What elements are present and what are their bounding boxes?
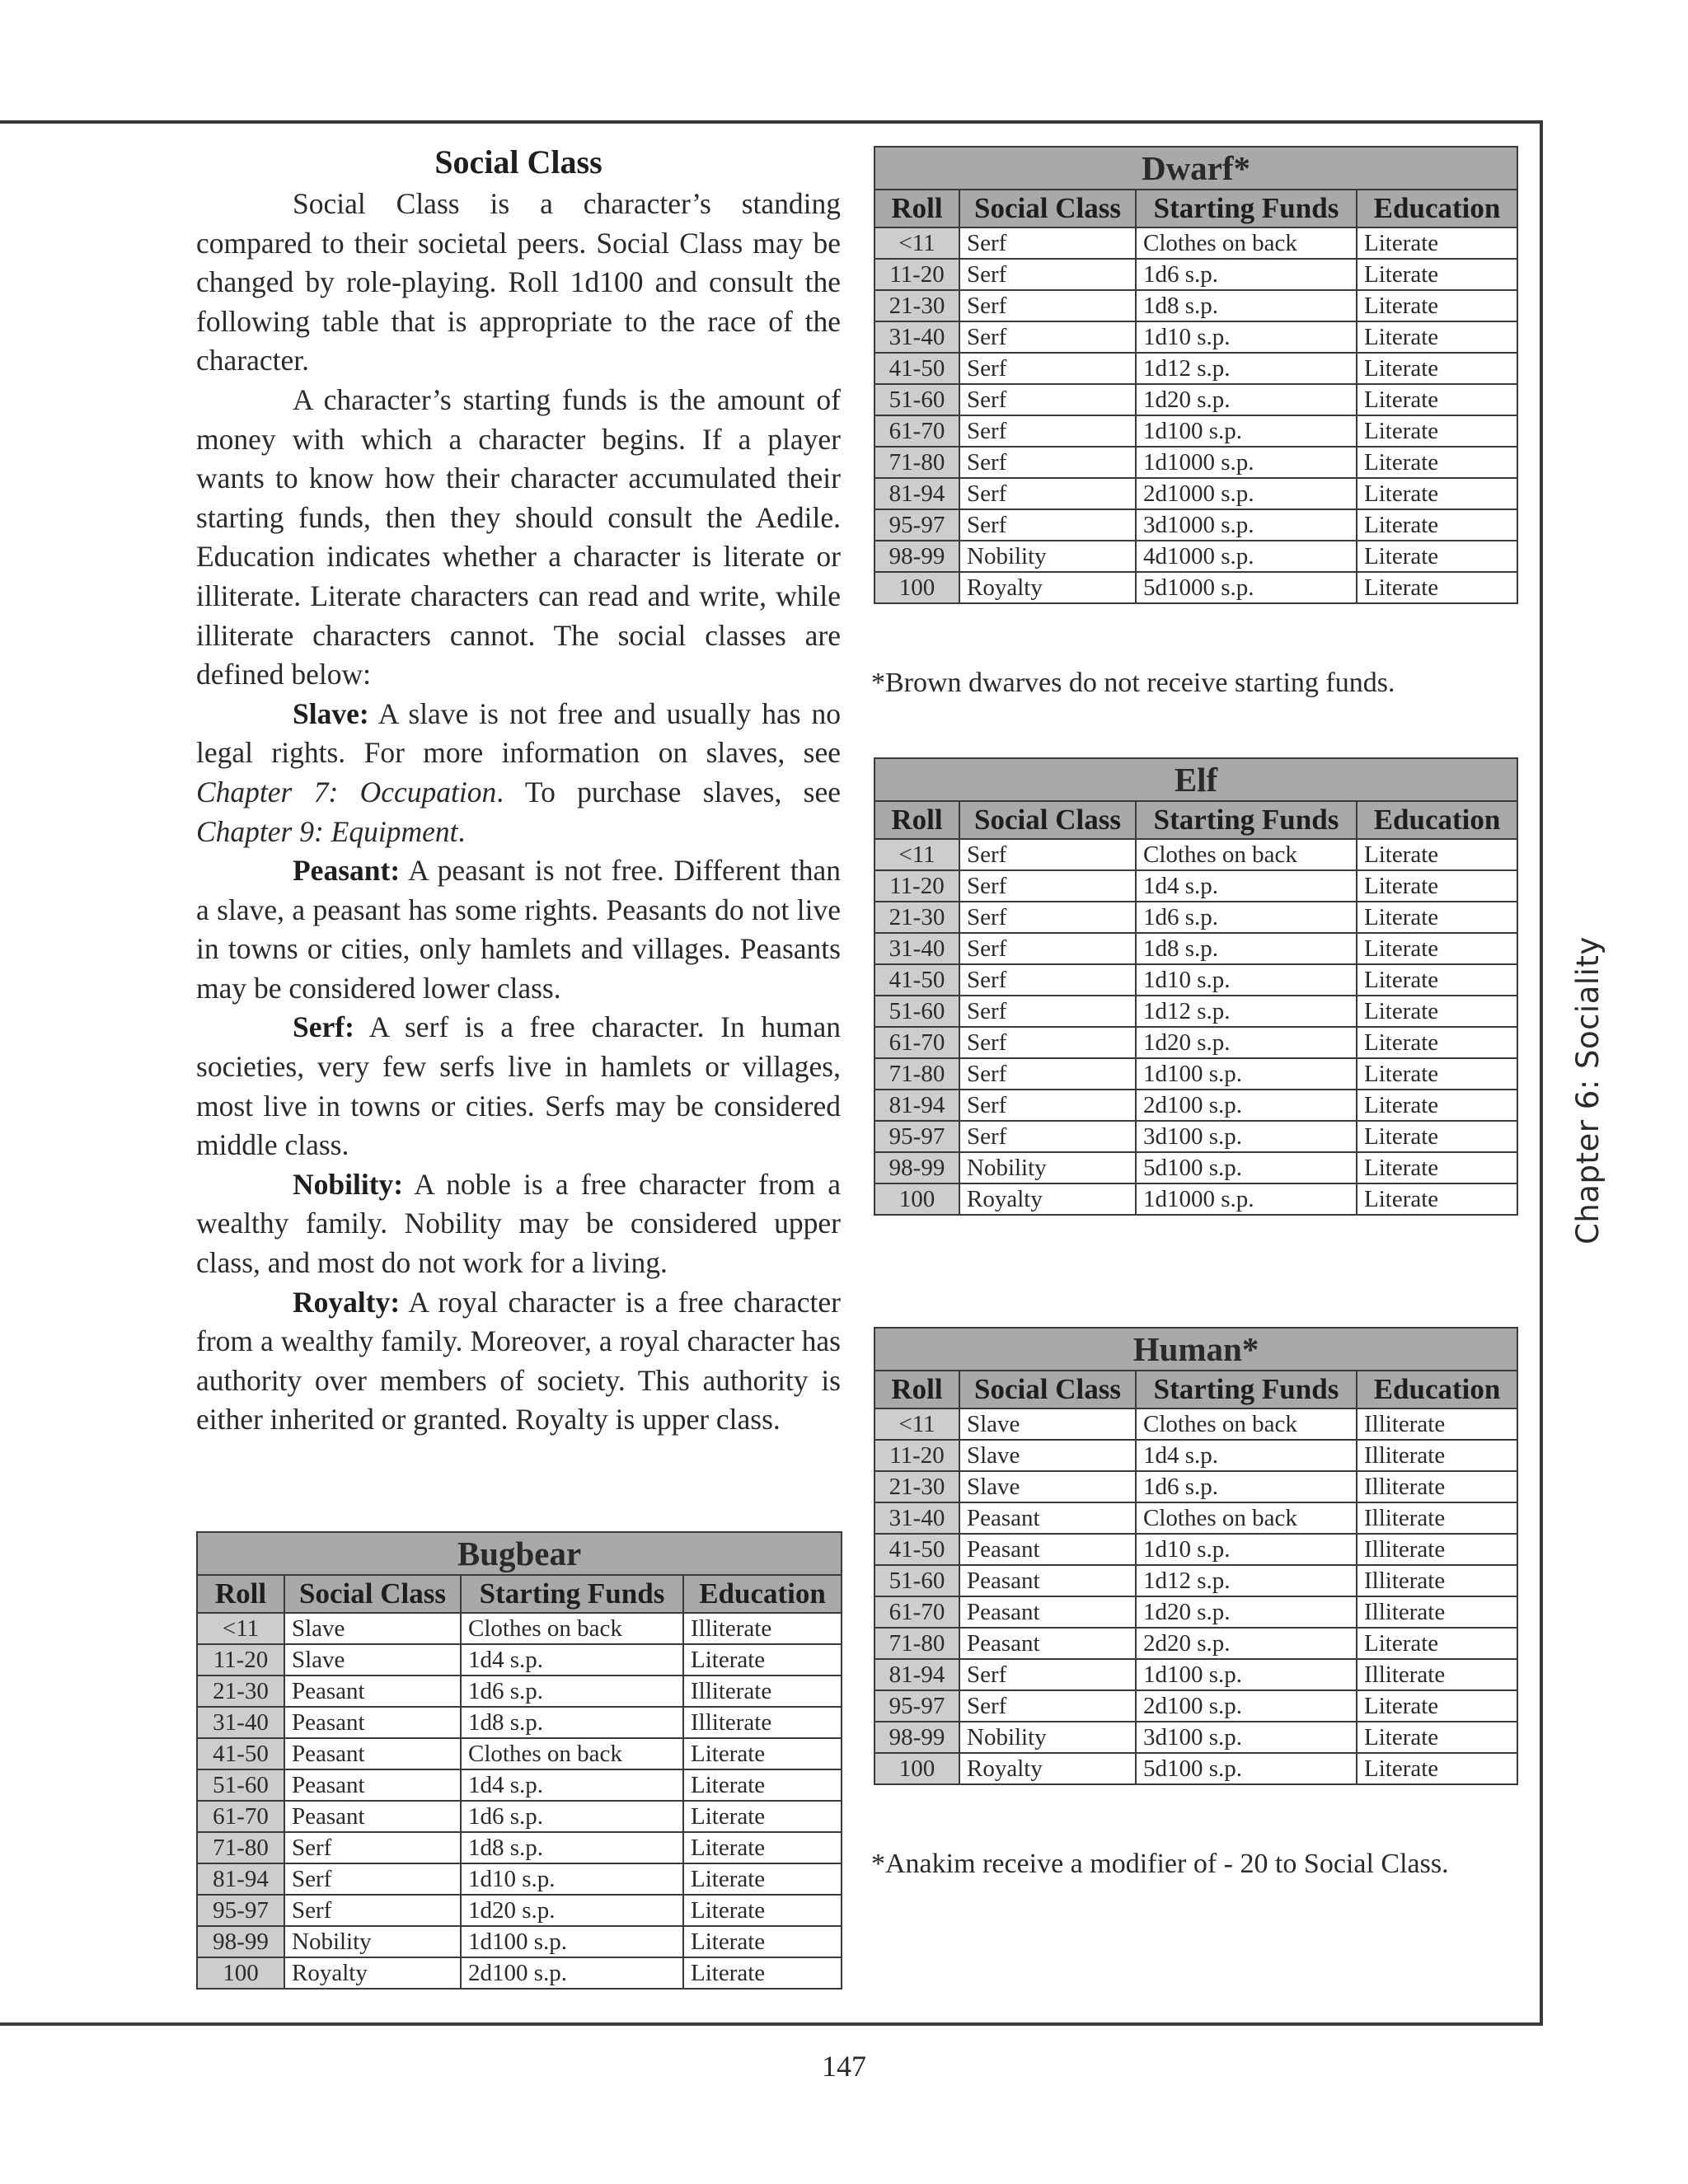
serf-definition: Serf: A serf is a free character. In human societies, very few serfs live in hamlets or villages, most live in towns or cities. Serfs may be considered middle class. — [196, 1010, 841, 1162]
education-cell: Literate — [1357, 870, 1517, 902]
education-cell: Literate — [683, 1832, 842, 1863]
column-header: Social Class — [959, 190, 1136, 227]
page-frame-top-rule — [0, 120, 1543, 124]
education-cell: Literate — [1357, 839, 1517, 870]
roll-cell: 51-60 — [874, 1565, 959, 1596]
table-row — [874, 227, 1517, 259]
column-header: Roll — [197, 1575, 284, 1613]
table-row — [197, 1707, 842, 1738]
starting-funds-cell: 3d100 s.p. — [1136, 1722, 1357, 1753]
roll-cell: 71-80 — [874, 1058, 959, 1090]
page-frame-bottom-rule — [0, 2022, 1543, 2026]
social-class-cell: Serf — [959, 839, 1136, 870]
roll-cell: 11-20 — [874, 259, 959, 290]
table-row — [874, 1440, 1517, 1471]
education-cell: Literate — [1357, 1183, 1517, 1215]
education-cell: Illiterate — [1357, 1596, 1517, 1628]
education-cell: Illiterate — [1357, 1534, 1517, 1565]
starting-funds-cell: 2d100 s.p. — [1136, 1090, 1357, 1121]
roll-cell: 98-99 — [197, 1926, 284, 1957]
table-row — [874, 1027, 1517, 1058]
starting-funds-cell: 5d1000 s.p. — [1136, 572, 1357, 603]
table-row — [197, 1957, 842, 1989]
education-cell: Literate — [683, 1644, 842, 1675]
education-cell: Literate — [1357, 384, 1517, 415]
starting-funds-cell: Clothes on back — [1136, 227, 1357, 259]
social-class-cell: Serf — [284, 1863, 461, 1895]
social-class-cell: Serf — [959, 415, 1136, 447]
starting-funds-cell: 1d100 s.p. — [1136, 1659, 1357, 1690]
table-row — [874, 1183, 1517, 1215]
starting-funds-cell: Clothes on back — [461, 1738, 683, 1769]
table-row — [874, 902, 1517, 933]
table-row — [874, 839, 1517, 870]
roll-cell: 21-30 — [874, 902, 959, 933]
social-class-cell: Nobility — [284, 1926, 461, 1957]
social-class-cell: Slave — [959, 1408, 1136, 1440]
table-row — [874, 1502, 1517, 1534]
social-class-cell: Slave — [284, 1644, 461, 1675]
table-row — [874, 572, 1517, 603]
column-header: Roll — [874, 1371, 959, 1408]
education-cell: Literate — [1357, 964, 1517, 996]
table-row — [874, 1565, 1517, 1596]
table-row — [874, 1596, 1517, 1628]
roll-cell: 41-50 — [874, 353, 959, 384]
serf-term: Serf: — [293, 1010, 354, 1044]
nobility-definition: Nobility: A noble is a free character from a wealthy family. Nobility may be considered upper class, and most do not work for a living. — [196, 1167, 841, 1280]
table-row — [874, 1628, 1517, 1659]
table-row — [874, 1753, 1517, 1784]
table-row — [874, 1690, 1517, 1722]
column-header: Education — [1357, 1371, 1517, 1408]
social-class-cell: Peasant — [959, 1565, 1136, 1596]
roll-cell: 51-60 — [197, 1769, 284, 1801]
roll-cell: 71-80 — [874, 1628, 959, 1659]
column-header: Roll — [874, 190, 959, 227]
social-class-cell: Serf — [959, 227, 1136, 259]
social-class-cell: Peasant — [284, 1738, 461, 1769]
starting-funds-cell: Clothes on back — [1136, 1502, 1357, 1534]
education-cell: Literate — [1357, 1753, 1517, 1784]
column-header: Education — [1357, 801, 1517, 839]
education-cell: Illiterate — [1357, 1408, 1517, 1440]
roll-cell: 11-20 — [874, 870, 959, 902]
table-row — [874, 384, 1517, 415]
education-cell: Illiterate — [1357, 1565, 1517, 1596]
social-class-cell: Serf — [959, 290, 1136, 321]
starting-funds-cell: 4d1000 s.p. — [1136, 541, 1357, 572]
roll-cell: 100 — [197, 1957, 284, 1989]
human-social-class-table — [874, 1327, 1518, 1785]
page-number: 147 — [822, 2050, 866, 2083]
roll-cell: 21-30 — [874, 1471, 959, 1502]
starting-funds-cell: 1d8 s.p. — [461, 1707, 683, 1738]
social-class-cell: Nobility — [959, 1152, 1136, 1183]
starting-funds-cell: 1d20 s.p. — [461, 1895, 683, 1926]
royalty-term: Royalty: — [293, 1285, 401, 1319]
social-class-cell: Peasant — [959, 1596, 1136, 1628]
starting-funds-cell: 5d100 s.p. — [1136, 1753, 1357, 1784]
table-row — [197, 1863, 842, 1895]
starting-funds-cell: 1d6 s.p. — [1136, 259, 1357, 290]
education-cell: Literate — [1357, 227, 1517, 259]
table-row — [874, 870, 1517, 902]
table-row — [874, 1058, 1517, 1090]
roll-cell: 95-97 — [874, 509, 959, 541]
starting-funds-cell: 1d12 s.p. — [1136, 996, 1357, 1027]
table-row — [874, 1152, 1517, 1183]
roll-cell: 81-94 — [874, 478, 959, 509]
section-title: Social Class — [434, 143, 603, 180]
slave-definition: Slave: A slave is not free and usually has no legal rights. For more information on slaves, see Chapter 7: Occupation. To purchase slaves, see Chapter 9: Equipment. — [196, 696, 842, 848]
roll-cell: 21-30 — [197, 1675, 284, 1707]
social-class-cell: Serf — [959, 321, 1136, 353]
education-cell: Literate — [1357, 353, 1517, 384]
social-class-cell: Serf — [959, 353, 1136, 384]
column-header: Starting Funds — [1136, 801, 1357, 839]
social-class-cell: Slave — [959, 1471, 1136, 1502]
education-cell: Literate — [1357, 1690, 1517, 1722]
roll-cell: 11-20 — [874, 1440, 959, 1471]
starting-funds-cell: 1d10 s.p. — [1136, 321, 1357, 353]
table-row — [874, 964, 1517, 996]
table-row — [197, 1613, 842, 1644]
education-cell: Literate — [1357, 1027, 1517, 1058]
roll-cell: 95-97 — [197, 1895, 284, 1926]
table-row — [874, 353, 1517, 384]
education-cell: Literate — [1357, 1152, 1517, 1183]
social-class-cell: Serf — [959, 509, 1136, 541]
education-cell: Illiterate — [683, 1707, 842, 1738]
education-cell: Literate — [1357, 1058, 1517, 1090]
social-class-cell: Serf — [959, 1121, 1136, 1152]
peasant-definition: Peasant: A peasant is not free. Different than a slave, a peasant has some rights. Peasants do not live in towns or cities, only hamlets and villages. Peasants may be considered lower class. — [196, 854, 841, 1005]
table-row — [197, 1644, 842, 1675]
bugbear-table-title: Bugbear — [197, 1532, 842, 1575]
starting-funds-cell: 1d20 s.p. — [1136, 384, 1357, 415]
table-row — [874, 933, 1517, 964]
starting-funds-cell: Clothes on back — [461, 1613, 683, 1644]
social-class-cell: Serf — [959, 259, 1136, 290]
column-header: Social Class — [284, 1575, 461, 1613]
education-cell: Illiterate — [683, 1675, 842, 1707]
education-cell: Literate — [1357, 572, 1517, 603]
social-class-cell: Serf — [959, 447, 1136, 478]
column-header: Education — [683, 1575, 842, 1613]
roll-cell: <11 — [874, 839, 959, 870]
education-cell: Literate — [683, 1957, 842, 1989]
education-cell: Literate — [1357, 541, 1517, 572]
starting-funds-cell: Clothes on back — [1136, 1408, 1357, 1440]
starting-funds-cell: 3d1000 s.p. — [1136, 509, 1357, 541]
table-row — [197, 1675, 842, 1707]
roll-cell: 81-94 — [874, 1659, 959, 1690]
social-class-cell: Royalty — [959, 1753, 1136, 1784]
table-row — [197, 1769, 842, 1801]
social-class-cell: Serf — [959, 1027, 1136, 1058]
slave-term: Slave: — [293, 696, 369, 730]
table-row — [874, 259, 1517, 290]
social-class-cell: Nobility — [959, 1722, 1136, 1753]
social-class-cell: Serf — [284, 1895, 461, 1926]
table-row — [874, 290, 1517, 321]
roll-cell: 31-40 — [874, 933, 959, 964]
social-class-cell: Serf — [959, 933, 1136, 964]
column-header: Roll — [874, 801, 959, 839]
social-class-cell: Slave — [959, 1440, 1136, 1471]
social-class-cell: Peasant — [959, 1628, 1136, 1659]
starting-funds-cell: 1d8 s.p. — [461, 1832, 683, 1863]
starting-funds-cell: 1d8 s.p. — [1136, 290, 1357, 321]
dwarf-table-title: Dwarf* — [874, 147, 1517, 190]
education-cell: Literate — [683, 1926, 842, 1957]
table-row — [874, 415, 1517, 447]
royalty-definition: Royalty: A royal character is a free character from a wealthy family. Moreover, a royal character has authority over members of society. This authority is either inherited or granted. Royalty is upper class. — [196, 1285, 841, 1436]
education-cell: Literate — [683, 1895, 842, 1926]
table-header-row — [874, 190, 1517, 227]
social-class-cell: Slave — [284, 1613, 461, 1644]
social-class-cell: Serf — [959, 902, 1136, 933]
starting-funds-cell: 1d6 s.p. — [461, 1801, 683, 1832]
starting-funds-cell: 1d10 s.p. — [1136, 1534, 1357, 1565]
roll-cell: 95-97 — [874, 1690, 959, 1722]
roll-cell: <11 — [197, 1613, 284, 1644]
table-header-row — [874, 801, 1517, 839]
social-class-cell: Peasant — [284, 1707, 461, 1738]
roll-cell: 61-70 — [874, 1027, 959, 1058]
table-row — [874, 1659, 1517, 1690]
starting-funds-cell: 1d6 s.p. — [1136, 1471, 1357, 1502]
education-cell: Literate — [683, 1801, 842, 1832]
table-row — [874, 1722, 1517, 1753]
starting-funds-cell: 3d100 s.p. — [1136, 1121, 1357, 1152]
roll-cell: 98-99 — [874, 1722, 959, 1753]
column-header: Social Class — [959, 801, 1136, 839]
column-header: Starting Funds — [1136, 1371, 1357, 1408]
roll-cell: 61-70 — [874, 415, 959, 447]
chapter-7-reference: Chapter 7: Occupation — [196, 775, 497, 808]
nobility-term: Nobility: — [293, 1167, 404, 1201]
social-class-cell: Peasant — [959, 1502, 1136, 1534]
roll-cell: 11-20 — [197, 1644, 284, 1675]
social-class-cell: Royalty — [959, 572, 1136, 603]
human-footnote: *Anakim receive a modifier of - 20 to Social Class. — [871, 1849, 1449, 1879]
education-cell: Literate — [1357, 1722, 1517, 1753]
table-row — [197, 1738, 842, 1769]
roll-cell: 31-40 — [197, 1707, 284, 1738]
starting-funds-cell: 2d20 s.p. — [1136, 1628, 1357, 1659]
social-class-cell: Serf — [959, 1058, 1136, 1090]
table-row — [874, 447, 1517, 478]
elf-social-class-table — [874, 757, 1518, 1216]
education-cell: Literate — [1357, 1090, 1517, 1121]
dwarf-social-class-table — [874, 146, 1518, 604]
table-row — [874, 1471, 1517, 1502]
social-class-cell: Peasant — [284, 1769, 461, 1801]
human-table-title: Human* — [874, 1328, 1517, 1371]
education-cell: Literate — [1357, 259, 1517, 290]
education-cell: Literate — [1357, 415, 1517, 447]
roll-cell: 31-40 — [874, 321, 959, 353]
chapter-side-label: Chapter 6: Sociality — [1570, 936, 1606, 1244]
starting-funds-cell: 5d100 s.p. — [1136, 1152, 1357, 1183]
starting-funds-cell: 1d6 s.p. — [461, 1675, 683, 1707]
social-class-cell: Serf — [959, 1090, 1136, 1121]
roll-cell: 41-50 — [197, 1738, 284, 1769]
column-header: Education — [1357, 190, 1517, 227]
roll-cell: 41-50 — [874, 1534, 959, 1565]
roll-cell: 61-70 — [874, 1596, 959, 1628]
starting-funds-cell: 1d10 s.p. — [1136, 964, 1357, 996]
social-class-section — [196, 142, 841, 1440]
starting-funds-cell: 2d1000 s.p. — [1136, 478, 1357, 509]
roll-cell: 98-99 — [874, 1152, 959, 1183]
starting-funds-cell: Clothes on back — [1136, 839, 1357, 870]
table-row — [874, 321, 1517, 353]
education-cell: Illiterate — [1357, 1502, 1517, 1534]
table-row — [197, 1926, 842, 1957]
roll-cell: 61-70 — [197, 1801, 284, 1832]
starting-funds-cell: 1d12 s.p. — [1136, 353, 1357, 384]
starting-funds-cell: 1d20 s.p. — [1136, 1027, 1357, 1058]
social-class-cell: Royalty — [959, 1183, 1136, 1215]
elf-table-title: Elf — [874, 758, 1517, 801]
table-row — [197, 1801, 842, 1832]
education-cell: Literate — [1357, 321, 1517, 353]
bugbear-social-class-table — [196, 1531, 842, 1990]
starting-funds-cell: 1d20 s.p. — [1136, 1596, 1357, 1628]
table-row — [874, 996, 1517, 1027]
education-cell: Illiterate — [683, 1613, 842, 1644]
column-header: Social Class — [959, 1371, 1136, 1408]
roll-cell: 95-97 — [874, 1121, 959, 1152]
peasant-term: Peasant: — [293, 854, 401, 888]
table-row — [197, 1832, 842, 1863]
social-class-cell: Serf — [959, 384, 1136, 415]
education-cell: Illiterate — [1357, 1471, 1517, 1502]
table-row — [874, 1408, 1517, 1440]
social-class-cell: Serf — [959, 478, 1136, 509]
roll-cell: 81-94 — [874, 1090, 959, 1121]
social-class-cell: Royalty — [284, 1957, 461, 1989]
starting-funds-cell: 1d10 s.p. — [461, 1863, 683, 1895]
starting-funds-cell: 1d4 s.p. — [1136, 1440, 1357, 1471]
intro-paragraph-2: A character’s starting funds is the amount of money with which a character begins. If a player wants to know how their character accumulated their starting funds, then they should consult the Aedile. Education indicates whether a character is literate or illiterate. Literate characters can read and write, while illiterate characters cannot. The social classes are defined below: — [196, 382, 841, 691]
roll-cell: 51-60 — [874, 384, 959, 415]
roll-cell: 51-60 — [874, 996, 959, 1027]
education-cell: Literate — [1357, 290, 1517, 321]
starting-funds-cell: 1d8 s.p. — [1136, 933, 1357, 964]
starting-funds-cell: 1d4 s.p. — [1136, 870, 1357, 902]
intro-paragraph-1: Social Class is a character’s standing compared to their societal peers. Social Class may be changed by role-playing. Roll 1d100 and consult the following table that is appropriate to the race of the character. — [196, 187, 841, 377]
table-header-row — [197, 1575, 842, 1613]
table-row — [874, 1121, 1517, 1152]
roll-cell: 31-40 — [874, 1502, 959, 1534]
social-class-cell: Serf — [959, 1690, 1136, 1722]
starting-funds-cell: 1d4 s.p. — [461, 1769, 683, 1801]
column-header: Starting Funds — [1136, 190, 1357, 227]
education-cell: Literate — [1357, 509, 1517, 541]
roll-cell: <11 — [874, 1408, 959, 1440]
table-row — [874, 1534, 1517, 1565]
roll-cell: 98-99 — [874, 541, 959, 572]
roll-cell: 71-80 — [874, 447, 959, 478]
education-cell: Literate — [683, 1738, 842, 1769]
starting-funds-cell: 1d100 s.p. — [1136, 1058, 1357, 1090]
dwarf-footnote: *Brown dwarves do not receive starting funds. — [871, 668, 1395, 698]
education-cell: Literate — [1357, 478, 1517, 509]
starting-funds-cell: 1d1000 s.p. — [1136, 447, 1357, 478]
social-class-cell: Peasant — [959, 1534, 1136, 1565]
education-cell: Illiterate — [1357, 1659, 1517, 1690]
roll-cell: 100 — [874, 572, 959, 603]
table-row — [874, 541, 1517, 572]
social-class-cell: Serf — [959, 996, 1136, 1027]
education-cell: Literate — [683, 1769, 842, 1801]
social-class-cell: Serf — [284, 1832, 461, 1863]
education-cell: Illiterate — [1357, 1440, 1517, 1471]
education-cell: Literate — [1357, 1121, 1517, 1152]
education-cell: Literate — [1357, 996, 1517, 1027]
table-row — [874, 1090, 1517, 1121]
chapter-9-reference: Chapter 9: Equipment — [196, 814, 458, 848]
roll-cell: 100 — [874, 1183, 959, 1215]
social-class-cell: Serf — [959, 964, 1136, 996]
table-row — [874, 509, 1517, 541]
education-cell: Literate — [1357, 902, 1517, 933]
social-class-cell: Peasant — [284, 1675, 461, 1707]
education-cell: Literate — [1357, 933, 1517, 964]
starting-funds-cell: 1d100 s.p. — [461, 1926, 683, 1957]
social-class-cell: Serf — [959, 870, 1136, 902]
social-class-cell: Serf — [959, 1659, 1136, 1690]
roll-cell: 71-80 — [197, 1832, 284, 1863]
starting-funds-cell: 2d100 s.p. — [461, 1957, 683, 1989]
education-cell: Literate — [1357, 447, 1517, 478]
starting-funds-cell: 1d6 s.p. — [1136, 902, 1357, 933]
starting-funds-cell: 1d4 s.p. — [461, 1644, 683, 1675]
starting-funds-cell: 1d12 s.p. — [1136, 1565, 1357, 1596]
roll-cell: 81-94 — [197, 1863, 284, 1895]
social-class-cell: Nobility — [959, 541, 1136, 572]
starting-funds-cell: 1d100 s.p. — [1136, 415, 1357, 447]
table-header-row — [874, 1371, 1517, 1408]
roll-cell: 21-30 — [874, 290, 959, 321]
column-header: Starting Funds — [461, 1575, 683, 1613]
page-frame-right-rule — [1540, 120, 1543, 2024]
social-class-cell: Peasant — [284, 1801, 461, 1832]
table-row — [197, 1895, 842, 1926]
starting-funds-cell: 2d100 s.p. — [1136, 1690, 1357, 1722]
table-row — [874, 478, 1517, 509]
education-cell: Literate — [1357, 1628, 1517, 1659]
roll-cell: 100 — [874, 1753, 959, 1784]
education-cell: Literate — [683, 1863, 842, 1895]
roll-cell: <11 — [874, 227, 959, 259]
roll-cell: 41-50 — [874, 964, 959, 996]
starting-funds-cell: 1d1000 s.p. — [1136, 1183, 1357, 1215]
